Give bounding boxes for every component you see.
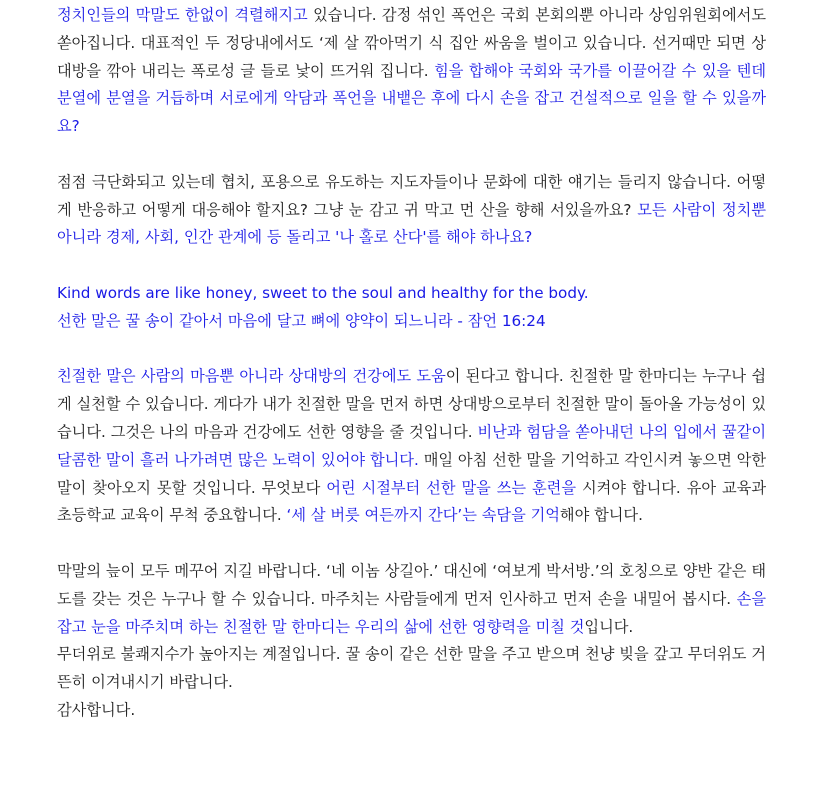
text-run: 무더위로 불쾌지수가 높아지는 계절입니다. 꿀 송이 같은 선한 말을 주고 받으며 천냥 빚을 갚고 무더위도 거뜬히 이겨내시기 바랍니다. [57, 645, 766, 692]
text-run: 해야 합니다. [559, 506, 643, 525]
text-run: 어린 시절부터 선한 말을 쓰는 훈련을 [326, 478, 577, 497]
closing-thanks [57, 697, 766, 725]
text-run: ‘세 살 버릇 여든까지 간다’는 속담을 기억 [286, 506, 560, 525]
text-run: 힘을 합해야 국회와 국가를 이끌어갈 수 있을 텐데 분열에 분열을 거듭하며 서로에게 악담과 폭언을 내뱉은 후에 다시 손을 잡고 건설적으로 일을 할 수 있을까요? [57, 61, 767, 136]
proverb-quote [57, 280, 766, 336]
text-run: 정치인들의 막말도 한없이 격렬해지고 [57, 6, 308, 24]
text-run: 비난과 험담을 쏟아내던 나의 입에서 꿀같이 달콤한 말이 흘러 나가려면 많은 노력이 있어야 합니다. [57, 422, 767, 469]
text-run: 점점 극단화되고 있는데 협치, 포용으로 유도하는 지도자들이나 문화에 대한 얘기는 들리지 않습니다. 어떻게 반응하고 어떻게 대응해야 할지요? 그냥 눈 감고 귀 막고 먼 산을 향해 서있을까요? [57, 172, 766, 219]
text-run: 친절한 말은 사람의 마음뿐 아니라 상대방의 건강에도 도움 [57, 367, 446, 386]
paragraph-polarization [57, 169, 766, 252]
paragraph-kind-words [57, 363, 766, 530]
quote-english: Kind words are like honey, sweet to the soul and healthy for the body. [57, 283, 589, 302]
text-run: 모든 사람이 정치뿐 아니라 경제, 사회, 인간 관계에 등 돌리고 '나 홀로 산다'를 해야 하나요? [57, 200, 766, 247]
text-run: 막말의 늪이 모두 메꾸어 지길 바랍니다. ‘네 이놈 상길아.’ 대신에 ‘여보게 박서방.’의 호칭으로 양반 같은 태도를 갖는 것은 누구나 할 수 있습니다. 마주치는 사람들에게 먼저 인사하고 먼저 손을 내밀어 봅시다. [57, 561, 766, 608]
text-run: 이 된다고 합니다. 친절한 말 한마디는 누구나 쉽게 실천할 수 있습니다. 게다가 내가 친절한 말을 먼저 하면 상대방으로부터 친절한 말이 돌아올 가능성이 있습니다. 그것은 나의 마음과 건강에도 선한 영향을 줄 것입니다. [57, 367, 766, 441]
document-body [57, 2, 766, 725]
text-run: 입니다. [584, 617, 634, 636]
text-run: 감사합니다. [57, 700, 136, 719]
paragraph-politics [57, 2, 766, 141]
text-run: 매일 아침 선한 말을 기억하고 각인시켜 놓으면 악한 말이 찾아오지 못할 것입니다. 무엇보다 [57, 450, 767, 497]
paragraph-greeting [57, 558, 766, 641]
text-run: 시켜야 합니다. 유아 교육과 초등학교 교육이 무척 중요합니다. [57, 478, 766, 525]
quote-korean: 선한 말은 꿀 송이 같아서 마음에 달고 뼈에 양약이 되느니라 - 잠언 16:24 [57, 311, 546, 330]
text-run: 손을 잡고 눈을 마주치며 하는 친절한 말 한마디는 우리의 삶에 선한 영향력을 미칠 것 [57, 589, 766, 636]
text-run: 있습니다. 감정 섞인 폭언은 국회 본회의뿐 아니라 상임위원회에서도 쏟아집니다. 대표적인 두 정당내에서도 ‘제 살 깎아먹기 식 집안 싸움을 벌이고 있습니다. 선거때만 되면 상대방을 깎아 내리는 폭로성 글 들로 낯이 뜨거워 집니다. [57, 6, 766, 80]
paragraph-summer [57, 641, 766, 697]
